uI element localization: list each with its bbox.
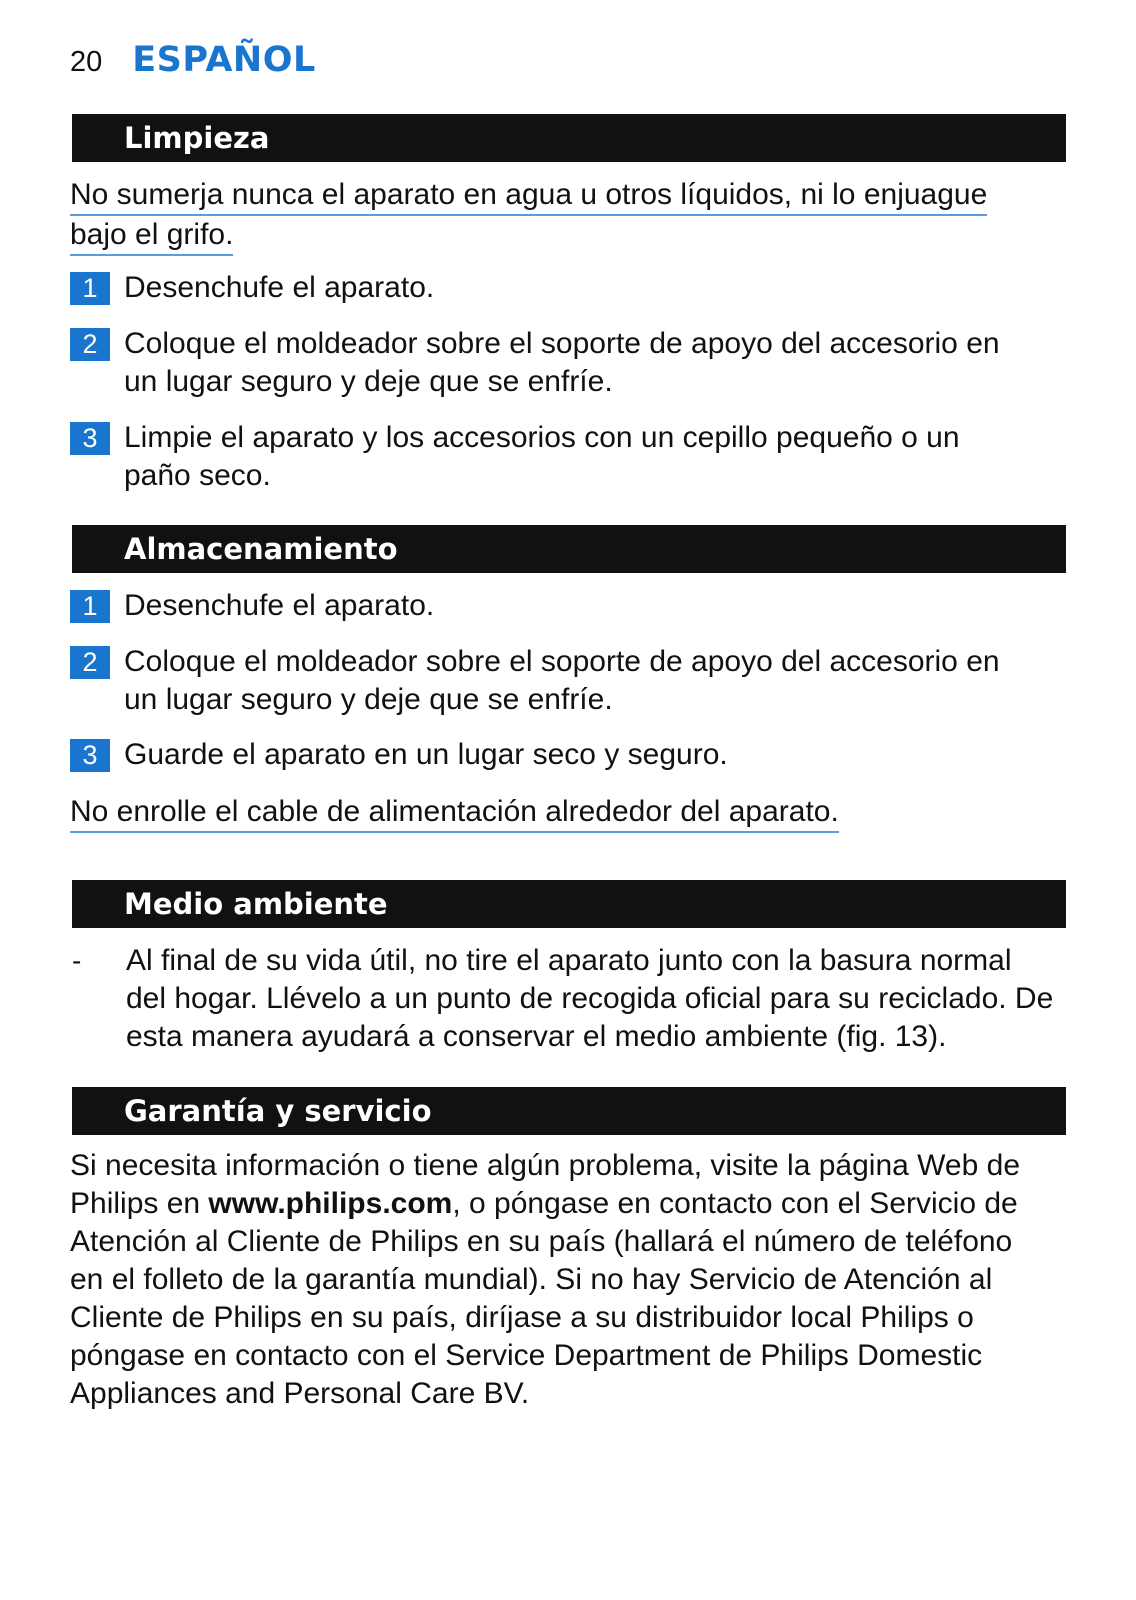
section-heading-storage xyxy=(72,525,1066,573)
section-title: Almacenamiento xyxy=(124,532,398,566)
bullet-text-line: Al final de su vida útil, no tire el aparato junto con la basura normal xyxy=(126,944,1012,977)
bullet-text xyxy=(126,942,1070,1056)
step-text-line: Guarde el aparato en un lugar seco y seguro. xyxy=(124,738,728,771)
section-title: Medio ambiente xyxy=(124,887,388,921)
bullet-text-line: esta manera ayudará a conservar el medio ambiente (fig. 13). xyxy=(126,1020,947,1053)
cleaning-step-3 xyxy=(70,419,1070,495)
paragraph-line: Si necesita información o tiene algún problema, visite la página Web de xyxy=(70,1149,1021,1182)
step-text-line: un lugar seguro y deje que se enfríe. xyxy=(124,683,613,716)
page-header xyxy=(70,40,316,90)
step-text-line: Coloque el moldeador sobre el soporte de apoyo del accesorio en xyxy=(124,645,1000,678)
step-text-line: Coloque el moldeador sobre el soporte de apoyo del accesorio en xyxy=(124,327,1000,360)
step-text xyxy=(124,587,1070,625)
philips-website-link[interactable]: www.philips.com xyxy=(208,1187,453,1220)
storage-step-3 xyxy=(70,736,1070,774)
environment-bullet xyxy=(70,942,1070,1056)
section-title: Garantía y servicio xyxy=(124,1094,432,1128)
warning-text-line: No sumerja nunca el aparato en agua u otros líquidos, ni lo enjuague xyxy=(70,177,987,216)
storage-warning xyxy=(70,793,1070,833)
step-number-badge: 2 xyxy=(70,328,110,361)
step-number-badge: 3 xyxy=(70,422,110,455)
paragraph-line: , o póngase en contacto con el Servicio de xyxy=(452,1187,1018,1220)
paragraph-line: en el folleto de la garantía mundial). Si no hay Servicio de Atención al xyxy=(70,1263,993,1296)
step-text xyxy=(124,643,1070,719)
step-text-line: Desenchufe el aparato. xyxy=(124,271,435,304)
storage-step-1 xyxy=(70,587,1070,625)
step-text xyxy=(124,736,1070,774)
warning-text-line: No enrolle el cable de alimentación alrededor del aparato. xyxy=(70,794,839,833)
guarantee-paragraph xyxy=(70,1147,1070,1413)
storage-step-2 xyxy=(70,643,1070,719)
step-number-badge: 2 xyxy=(70,646,110,679)
cleaning-step-2 xyxy=(70,325,1070,401)
step-text xyxy=(124,419,1070,495)
step-text-line: Desenchufe el aparato. xyxy=(124,589,435,622)
paragraph-line: Appliances and Personal Care BV. xyxy=(70,1377,530,1410)
step-text-line: un lugar seguro y deje que se enfríe. xyxy=(124,365,613,398)
paragraph-line: Philips en xyxy=(70,1187,209,1220)
cleaning-warning xyxy=(70,176,1070,256)
page-number: 20 xyxy=(70,46,103,78)
section-heading-environment xyxy=(72,880,1066,928)
step-number-badge: 3 xyxy=(70,739,110,772)
warning-text-line: bajo el grifo. xyxy=(70,217,233,256)
section-heading-guarantee xyxy=(72,1087,1066,1135)
step-text xyxy=(124,269,1070,307)
section-heading-cleaning xyxy=(72,114,1066,162)
paragraph-line: Atención al Cliente de Philips en su país (hallará el número de teléfono xyxy=(70,1225,1013,1258)
section-title: Limpieza xyxy=(124,121,270,155)
cleaning-step-1 xyxy=(70,269,1070,307)
paragraph-line: póngase en contacto con el Service Department de Philips Domestic xyxy=(70,1339,983,1372)
step-number-badge: 1 xyxy=(70,590,110,623)
bullet-dash: - xyxy=(72,945,82,976)
step-text-line: Limpie el aparato y los accesorios con un cepillo pequeño o un xyxy=(124,421,960,454)
step-number-badge: 1 xyxy=(70,272,110,305)
language-title: ESPAÑOL xyxy=(132,40,316,80)
bullet-text-line: del hogar. Llévelo a un punto de recogida oficial para su reciclado. De xyxy=(126,982,1054,1015)
paragraph-line: Cliente de Philips en su país, diríjase a su distribuidor local Philips o xyxy=(70,1301,974,1334)
step-text-line: paño seco. xyxy=(124,459,271,492)
step-text xyxy=(124,325,1070,401)
